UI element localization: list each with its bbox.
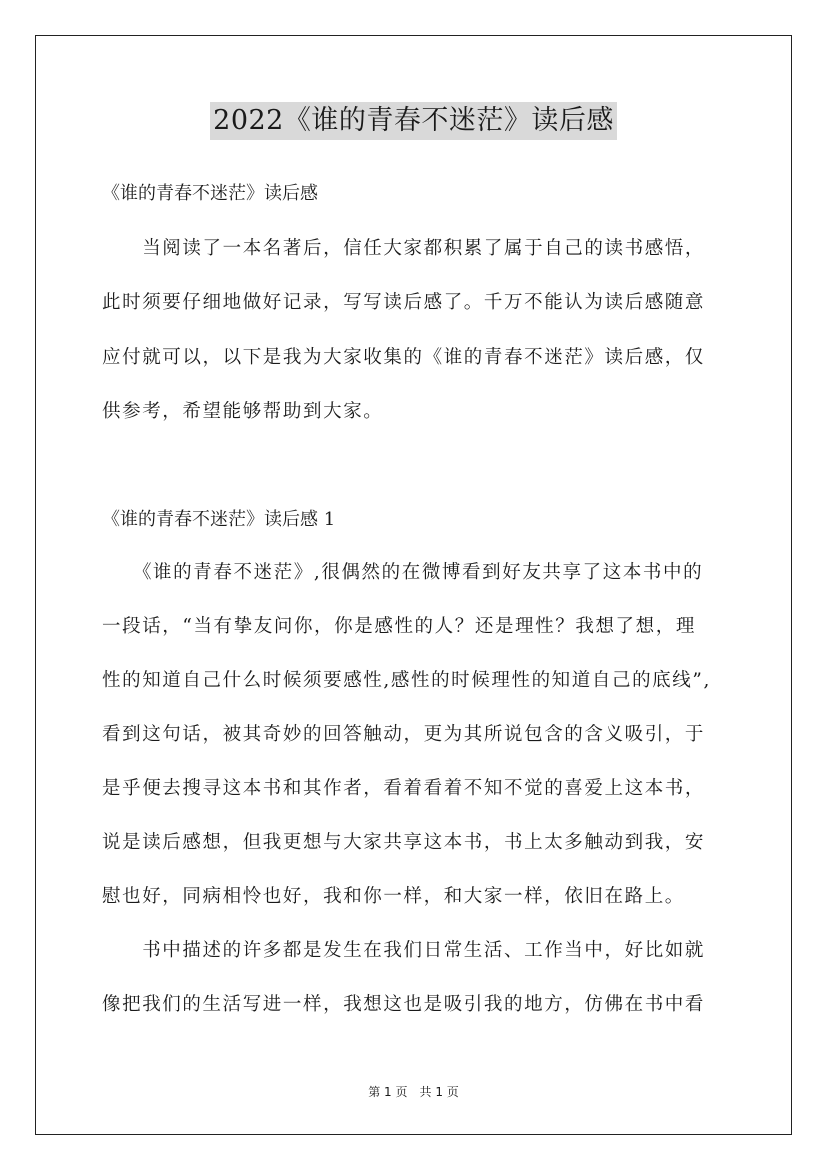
paragraph-line: 此时须要仔细地做好记录，写写读后感了。千万不能认为读后感随意 [102, 292, 706, 313]
paragraph-line: 《谁的青春不迷茫》,很偶然的在微博看到好友共享了这本书中的 [102, 562, 704, 583]
paragraph-line: 看到这句话，被其奇妙的回答触动，更为其所说包含的含义吸引，于 [102, 724, 706, 745]
paragraph-line: 慰也好，同病相怜也好，我和你一样，和大家一样，依旧在路上。 [102, 886, 685, 907]
section-heading: 《谁的青春不迷茫》读后感 1 [102, 509, 336, 530]
section-heading: 《谁的青春不迷茫》读后感 [102, 183, 318, 204]
paragraph-line: 一段话，“当有挚友问你，你是感性的人？还是理性？我想了想，理 [102, 616, 696, 637]
document-title: 2022《谁的青春不迷茫》读后感 [210, 102, 617, 140]
paragraph-line: 应付就可以，以下是我为大家收集的《谁的青春不迷茫》读后感，仅 [102, 347, 706, 368]
paragraph-line: 是乎便去搜寻这本书和其作者，看着看着不知不觉的喜爱上这本书， [102, 778, 706, 799]
paragraph-line: 说是读后感想，但我更想与大家共享这本书，书上太多触动到我，安 [102, 832, 706, 853]
paragraph-line: 当阅读了一本名著后，信任大家都积累了属于自己的读书感悟， [102, 238, 706, 259]
paragraph-line: 像把我们的生活写进一样，我想这也是吸引我的地方，仿佛在书中看 [102, 994, 706, 1015]
paragraph-line: 书中描述的许多都是发生在我们日常生活、工作当中，好比如就 [102, 940, 706, 961]
title-container [0, 102, 827, 140]
paragraph-line: 性的知道自己什么时候须要感性,感性的时候理性的知道自己的底线”, [102, 670, 711, 691]
paragraph-line: 供参考，希望能够帮助到大家。 [102, 401, 384, 422]
page-number-footer: 第 1 页 共 1 页 [368, 1085, 459, 1099]
